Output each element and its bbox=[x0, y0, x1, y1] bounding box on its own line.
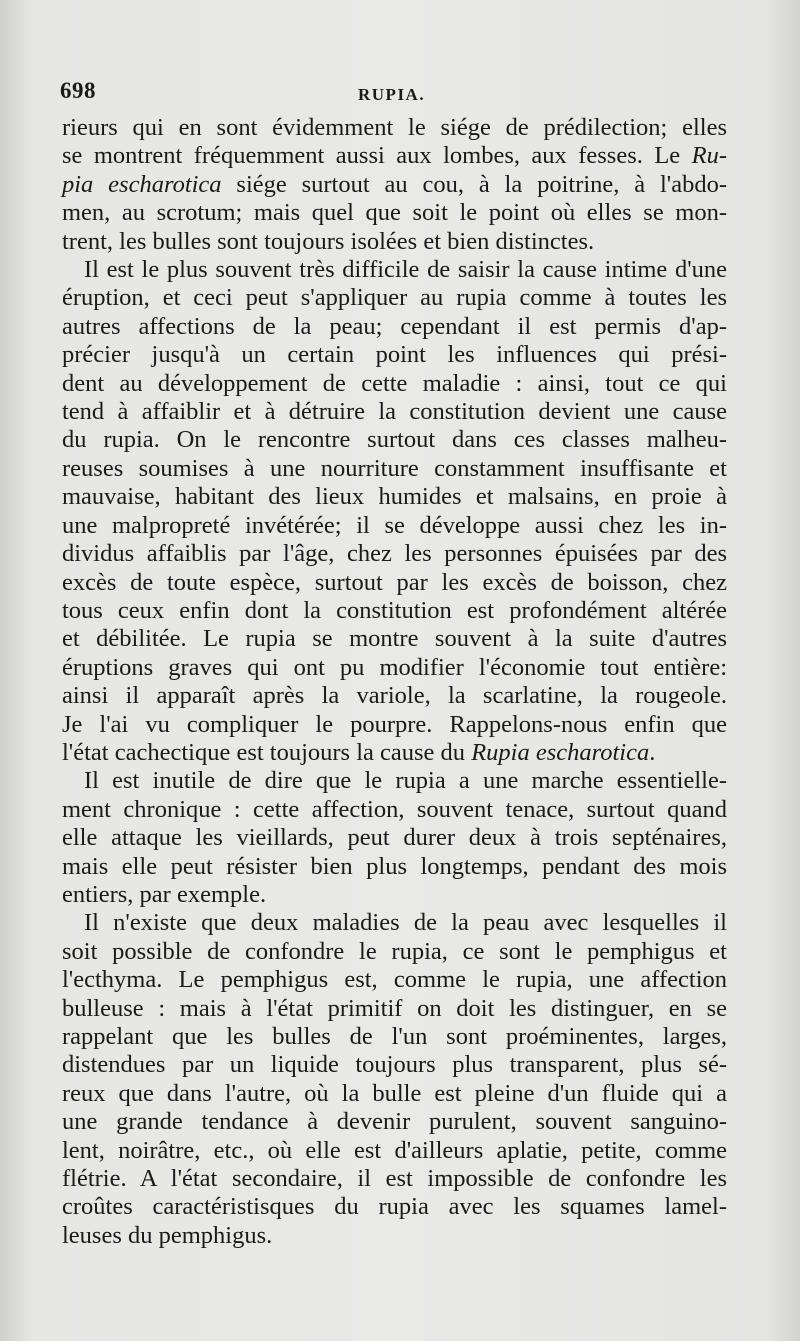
text-line: bulleuse : mais à l'état primitif on doit les distinguer, en se bbox=[62, 994, 727, 1022]
text-line: mauvaise, habitant des lieux humides et malsains, en proie à bbox=[62, 483, 727, 511]
text-line: excès de toute espèce, surtout par les excès de boisson, chez bbox=[62, 568, 727, 596]
paragraph bbox=[62, 767, 727, 909]
text-line: l'état cachectique est toujours la cause du Rupia escharotica. bbox=[62, 738, 656, 766]
text-line: tend à affaiblir et à détruire la constitution devient une cause bbox=[62, 398, 727, 426]
text-line: elle attaque les vieillards, peut durer deux à trois septénaires, bbox=[62, 824, 727, 852]
text-line: pia escharotica siége surtout au cou, à la poitrine, à l'abdo- bbox=[62, 170, 727, 198]
text-line: reuses soumises à une nourriture constamment insuffisante et bbox=[62, 454, 727, 482]
text-line: ainsi il apparaît après la variole, la scarlatine, la rougeole. bbox=[62, 682, 727, 710]
text-line: une grande tendance à devenir purulent, souvent sanguino- bbox=[62, 1108, 727, 1136]
text-line: Je l'ai vu compliquer le pourpre. Rappelons-nous enfin que bbox=[62, 710, 727, 738]
text-line: se montrent fréquemment aussi aux lombes, aux fesses. Le Ru- bbox=[62, 142, 727, 170]
text-line: et débilitée. Le rupia se montre souvent à la suite d'autres bbox=[62, 625, 727, 653]
text-line: ment chronique : cette affection, souvent tenace, surtout quand bbox=[62, 795, 727, 823]
paragraph bbox=[62, 114, 727, 256]
text-line: tous ceux enfin dont la constitution est profondément altérée bbox=[62, 596, 727, 624]
text-line: précier jusqu'à un certain point les influences qui prési- bbox=[62, 341, 727, 369]
text-line: mais elle peut résister bien plus longtemps, pendant des mois bbox=[62, 852, 727, 880]
paragraph bbox=[62, 909, 727, 1250]
text-line: dent au développement de cette maladie : ainsi, tout ce qui bbox=[62, 369, 727, 397]
text-line: dividus affaiblis par l'âge, chez les personnes épuisées par des bbox=[62, 540, 727, 568]
text-line: l'ecthyma. Le pemphigus est, comme le rupia, une affection bbox=[62, 966, 727, 994]
text-line: flétrie. A l'état secondaire, il est impossible de confondre les bbox=[62, 1165, 727, 1193]
text-line: trent, les bulles sont toujours isolées et bien distinctes. bbox=[62, 227, 595, 255]
text-line: soit possible de confondre le rupia, ce sont le pemphigus et bbox=[62, 937, 727, 965]
text-line: men, au scrotum; mais quel que soit le point où elles se mon- bbox=[62, 199, 727, 227]
text-line: Il est le plus souvent très difficile de saisir la cause intime d'une bbox=[84, 256, 727, 284]
text-line: entiers, par exemple. bbox=[62, 880, 267, 908]
paragraph bbox=[62, 256, 727, 767]
page-header bbox=[60, 78, 735, 108]
text-line: distendues par un liquide toujours plus transparent, plus sé- bbox=[62, 1051, 727, 1079]
text-line: Il est inutile de dire que le rupia a une marche essentielle- bbox=[84, 767, 727, 795]
text-line: leuses du pemphigus. bbox=[62, 1221, 273, 1249]
running-head: RUPIA. bbox=[358, 85, 426, 104]
text-line: une malpropreté invétérée; il se développe aussi chez les in- bbox=[62, 511, 727, 539]
text-line: lent, noirâtre, etc., où elle est d'ailleurs aplatie, petite, comme bbox=[62, 1136, 727, 1164]
text-line: autres affections de la peau; cependant il est permis d'ap- bbox=[62, 312, 727, 340]
text-line: rieurs qui en sont évidemment le siége de prédilection; elles bbox=[62, 114, 727, 141]
text-line: croûtes caractéristisques du rupia avec les squames lamel- bbox=[62, 1193, 727, 1221]
text-line: rappelant que les bulles de l'un sont proéminentes, larges, bbox=[62, 1023, 727, 1050]
text-line: reux que dans l'autre, où la bulle est pleine d'un fluide qui a bbox=[62, 1079, 727, 1107]
text-line: éruptions graves qui ont pu modifier l'économie tout entière: bbox=[62, 653, 727, 681]
body-text bbox=[62, 114, 727, 1250]
page-number: 698 bbox=[60, 78, 96, 103]
text-line: Il n'existe que deux maladies de la peau avec lesquelles il bbox=[84, 909, 727, 937]
text-line: du rupia. On le rencontre surtout dans ces classes malheu- bbox=[62, 426, 727, 454]
text-line: éruption, et ceci peut s'appliquer au rupia comme à toutes les bbox=[62, 284, 727, 312]
